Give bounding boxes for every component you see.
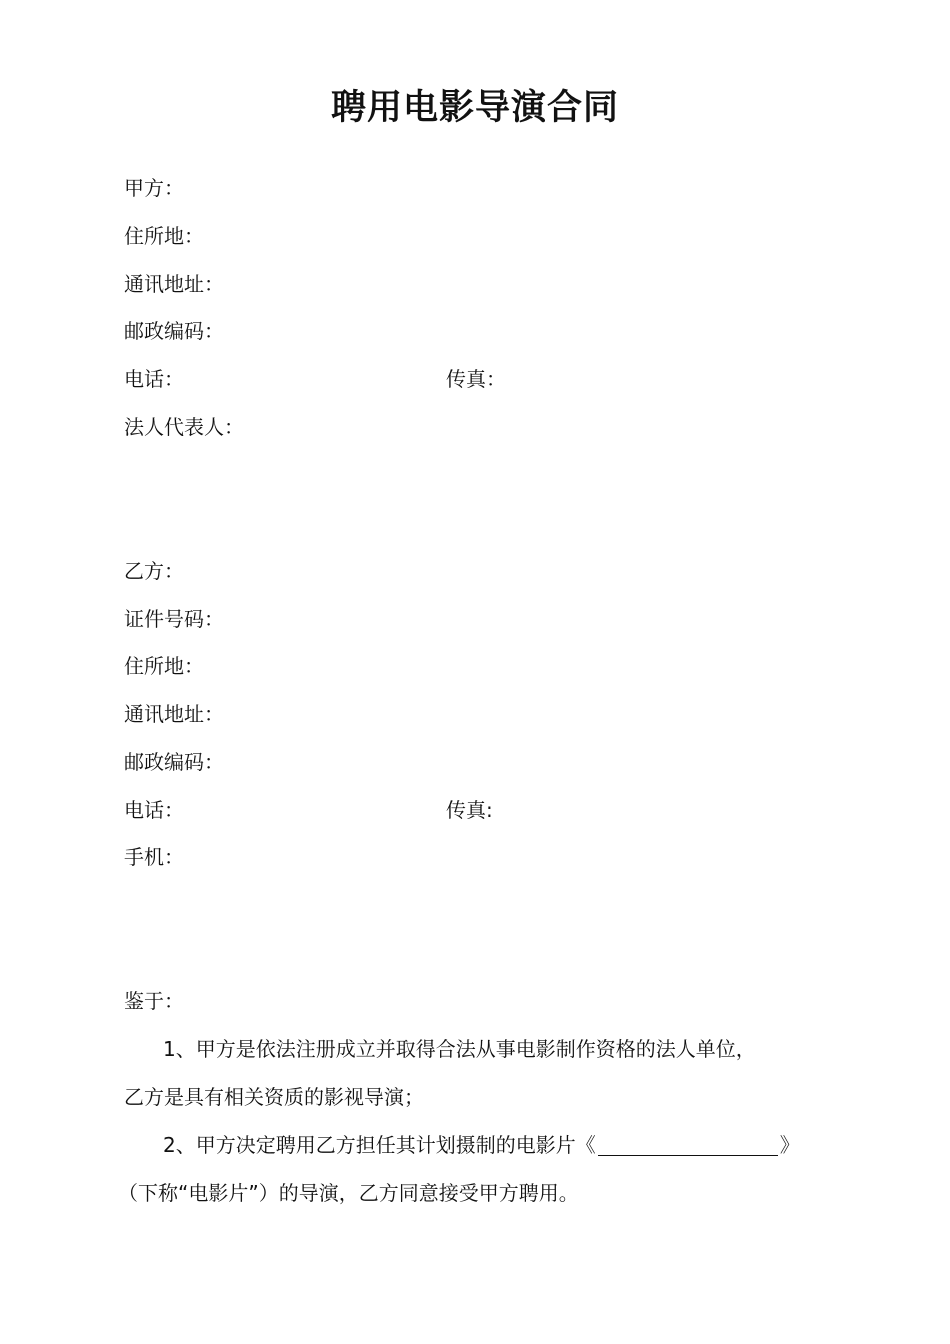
party-a-address-label: 通讯地址： [124, 272, 224, 296]
party-a-fax-label: 传真： [446, 367, 506, 391]
clause-1-line-1: 1、甲方是依法注册成立并取得合法从事电影制作资格的法人单位， [163, 1037, 756, 1061]
party-b-fax-label: 传真: [446, 798, 493, 822]
clause-1-line-2: 乙方是具有相关资质的影视导演； [124, 1085, 424, 1109]
party-a-residence-label: 住所地： [124, 224, 204, 248]
clause-2-line-2: （下称“电影片”）的导演，乙方同意接受甲方聘用。 [118, 1181, 579, 1205]
clause-2-line-1 [163, 1130, 800, 1160]
film-title-blank [598, 1133, 778, 1156]
party-a-name-label: 甲方： [124, 176, 184, 200]
clause-2-suffix: 》 [779, 1133, 800, 1157]
party-a-postcode-label: 邮政编码： [124, 319, 224, 343]
party-b-mobile-label: 手机： [124, 845, 184, 869]
party-b-address-label: 通讯地址： [124, 702, 224, 726]
whereas-heading: 鉴于： [124, 989, 184, 1013]
party-b-postcode-label: 邮政编码： [124, 750, 224, 774]
clause-2-prefix: 2、甲方决定聘用乙方担任其计划摄制的电影片《 [163, 1133, 596, 1157]
party-a-legal-rep-label: 法人代表人： [124, 415, 244, 439]
party-b-phone-label: 电话： [124, 798, 184, 822]
party-b-name-label: 乙方： [124, 559, 184, 583]
party-b-id-label: 证件号码： [124, 607, 224, 631]
party-b-residence-label: 住所地： [124, 654, 204, 678]
page-title: 聘用电影导演合同 [330, 88, 619, 128]
party-a-phone-label: 电话： [124, 367, 184, 391]
